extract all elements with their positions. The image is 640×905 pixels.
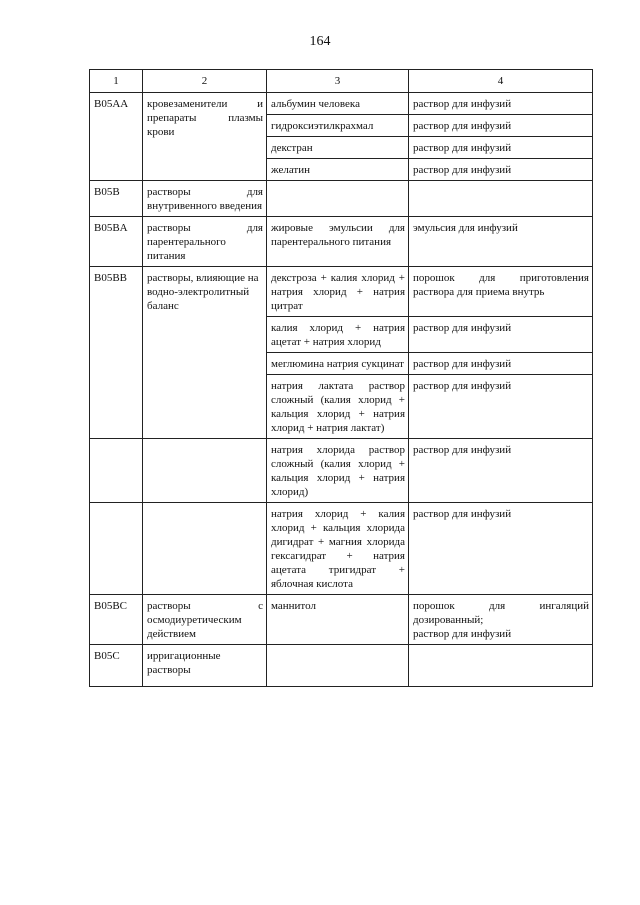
group-name: растворы, влияющие на водно-электролитный баланс (143, 267, 267, 439)
group-name: растворы для парентерального питания (143, 217, 267, 267)
column-header: 3 (267, 70, 409, 93)
drug-name: гидроксиэтилкрахмал (267, 115, 409, 137)
dosage-form: раствор для инфузий (409, 439, 593, 503)
atc-code: B05B (90, 181, 143, 217)
dosage-form: раствор для инфузий (409, 353, 593, 375)
dosage-form: порошок для ингаляций дозированный; раствор для инфузий (409, 595, 593, 645)
dosage-form: раствор для инфузий (409, 115, 593, 137)
group-name: ирригационные растворы (143, 645, 267, 687)
dosage-form: раствор для инфузий (409, 375, 593, 439)
group-name: кровезаменители и препараты плазмы крови (143, 93, 267, 181)
drug-name: меглюмина натрия сукцинат (267, 353, 409, 375)
drug-name (267, 181, 409, 217)
dosage-form: порошок для приготовления раствора для приема внутрь (409, 267, 593, 317)
drug-classification-table (89, 69, 593, 687)
drug-name: маннитол (267, 595, 409, 645)
drug-name: декстроза + калия хлорид + натрия хлорид + натрия цитрат (267, 267, 409, 317)
drug-name: натрия хлорида раствор сложный (калия хлорид + кальция хлорид + натрия хлорид) (267, 439, 409, 503)
table-header-row (90, 70, 593, 93)
atc-code: B05AA (90, 93, 143, 181)
group-name: растворы с осмодиуретическим действием (143, 595, 267, 645)
dosage-form: раствор для инфузий (409, 93, 593, 115)
table-row (90, 439, 593, 503)
dosage-form: раствор для инфузий (409, 137, 593, 159)
atc-code: B05C (90, 645, 143, 687)
table-row (90, 267, 593, 317)
table-row (90, 93, 593, 115)
dosage-form: эмульсия для инфузий (409, 217, 593, 267)
atc-code: B05BB (90, 267, 143, 439)
drug-name: желатин (267, 159, 409, 181)
drug-name: натрия лактата раствор сложный (калия хлорид + кальция хлорид + натрия хлорид + натрия лактат) (267, 375, 409, 439)
table-row (90, 595, 593, 645)
table-row (90, 645, 593, 687)
group-name (143, 503, 267, 595)
group-name: растворы для внутривенного введения (143, 181, 267, 217)
table-row (90, 503, 593, 595)
dosage-form (409, 645, 593, 687)
drug-name: калия хлорид + натрия ацетат + натрия хлорид (267, 317, 409, 353)
group-name (143, 439, 267, 503)
dosage-form: раствор для инфузий (409, 159, 593, 181)
column-header: 1 (90, 70, 143, 93)
drug-name (267, 645, 409, 687)
table-row (90, 181, 593, 217)
drug-name: натрия хлорид + калия хлорид + кальция хлорида дигидрат + магния хлорида гексагидрат + натрия ацетата тригидрат + яблочная кислота (267, 503, 409, 595)
drug-name: альбумин человека (267, 93, 409, 115)
drug-name: жировые эмульсии для парентерального питания (267, 217, 409, 267)
column-header: 4 (409, 70, 593, 93)
atc-code (90, 503, 143, 595)
atc-code (90, 439, 143, 503)
page-number: 164 (309, 34, 331, 49)
atc-code: B05BC (90, 595, 143, 645)
dosage-form: раствор для инфузий (409, 503, 593, 595)
atc-code: B05BA (90, 217, 143, 267)
dosage-form: раствор для инфузий (409, 317, 593, 353)
dosage-form (409, 181, 593, 217)
column-header: 2 (143, 70, 267, 93)
table-row (90, 217, 593, 267)
drug-name: декстран (267, 137, 409, 159)
